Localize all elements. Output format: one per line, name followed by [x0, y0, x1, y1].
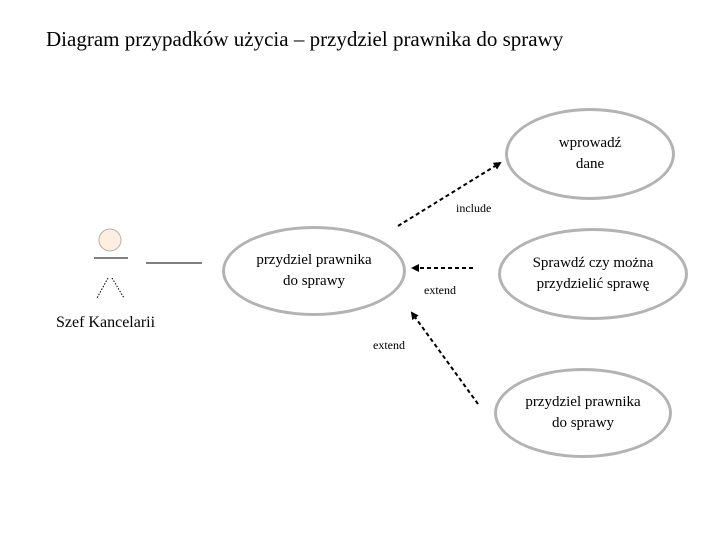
include-arrow [398, 163, 500, 226]
usecase-check-possible-label: Sprawdź czy można przydzielić sprawę [532, 255, 654, 292]
usecase-main-label: przydziel prawnika do sprawy [256, 252, 372, 289]
diagram-title: Diagram przypadków użycia – przydziel prawnika do sprawy [46, 27, 564, 51]
include-label: include [456, 201, 492, 215]
usecase-assign-lawyer [494, 368, 672, 458]
actor-right-leg [112, 278, 124, 298]
extend-label-check: extend [424, 283, 456, 297]
actor-name: Szef Kancelarii [56, 314, 156, 331]
usecase-enter-data-label: wprowadź dane [558, 135, 622, 172]
usecase-main [222, 226, 406, 316]
actor-figure [94, 229, 128, 298]
actor-left-leg [97, 278, 108, 298]
actor-head [99, 229, 121, 251]
usecase-enter-data [505, 108, 675, 200]
extend-label-assign: extend [373, 338, 405, 352]
usecase-assign-lawyer-label: przydziel prawnika do sprawy [525, 394, 641, 431]
extend-arrow-assign [412, 313, 478, 404]
usecase-check-possible [498, 228, 688, 320]
